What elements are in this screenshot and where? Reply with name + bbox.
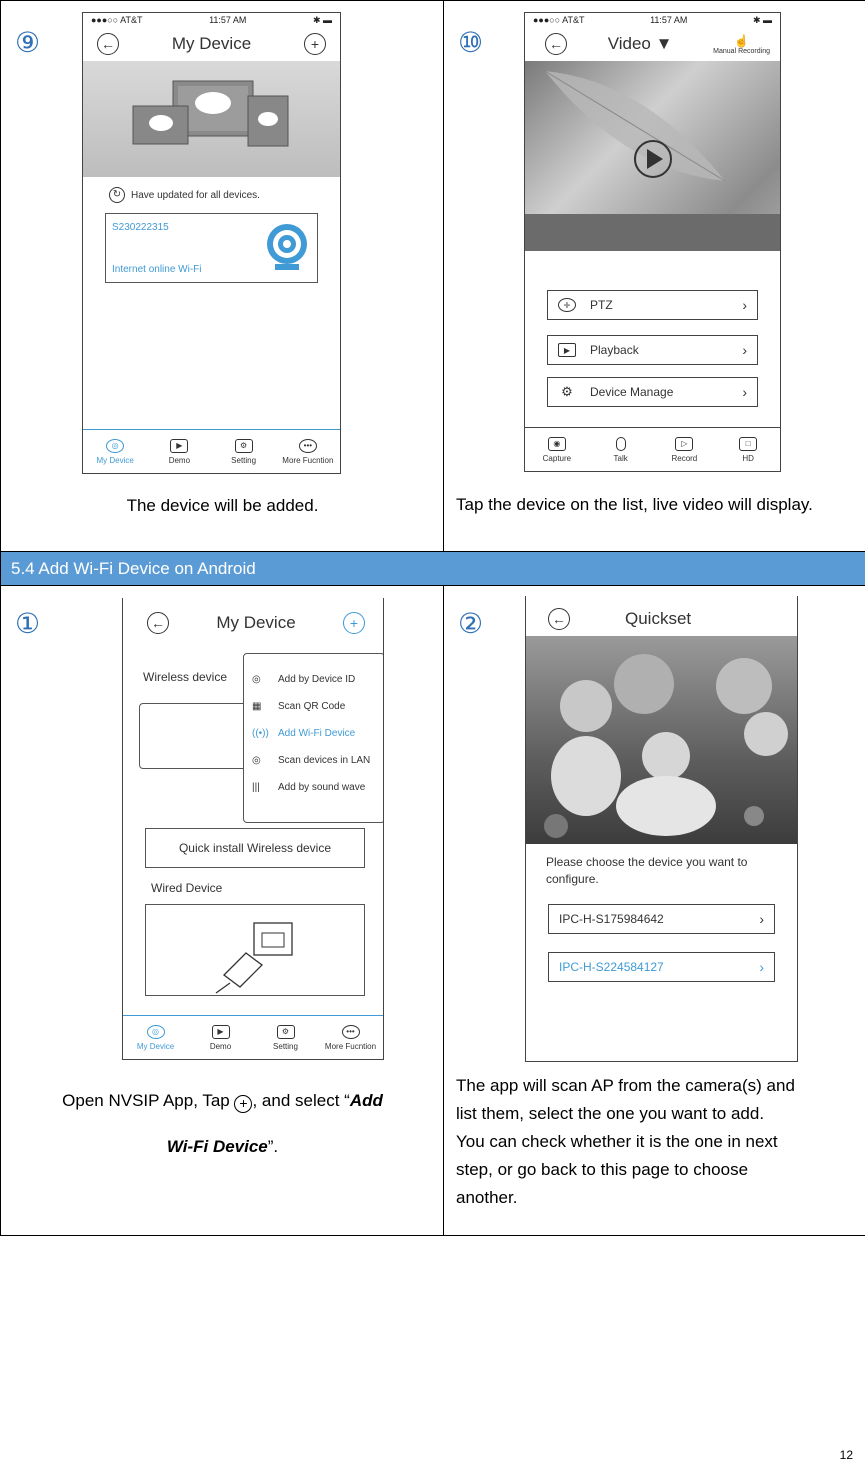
phone-screenshot-quickset bbox=[525, 596, 798, 1062]
choose-prompt: Please choose the device you want to configure. bbox=[546, 855, 748, 886]
video-camera-icon: ▷ bbox=[675, 437, 693, 451]
screen-title: My Device bbox=[171, 34, 252, 53]
status-bar: ●●●○○ AT&T 11:57 AM ✱ ▬ bbox=[533, 15, 772, 25]
refresh-icon: ↻ bbox=[109, 187, 125, 203]
dropdown-item-add-wifi[interactable]: ((•)) Add Wi-Fi Device bbox=[252, 728, 356, 739]
screen-title: Quickset bbox=[625, 609, 692, 628]
devices-cloud-illustration bbox=[83, 61, 341, 177]
wireless-device-box bbox=[139, 703, 249, 769]
manual-recording-button[interactable]: ☝ Manual Recording bbox=[713, 33, 770, 55]
update-notice: ↻ Have updated for all devices. bbox=[83, 177, 340, 203]
step-number: ⑨ bbox=[15, 26, 41, 59]
tab-bar bbox=[83, 429, 340, 473]
title-bar bbox=[123, 606, 383, 640]
device-id: S230222315 bbox=[112, 222, 169, 233]
chevron-right-icon: › bbox=[742, 342, 747, 358]
tab-more[interactable]: ••• More Fucntion bbox=[278, 439, 338, 465]
device-card[interactable] bbox=[105, 213, 318, 283]
step-2-cell bbox=[444, 586, 865, 1236]
step-9-cell bbox=[1, 1, 444, 552]
quick-install-button[interactable]: Quick install Wireless device bbox=[145, 828, 365, 868]
tab-demo[interactable]: ▶ Demo bbox=[149, 439, 209, 465]
tab-setting[interactable]: ⚙ Setting bbox=[256, 1025, 316, 1051]
camera-icon: ◉ bbox=[548, 437, 566, 451]
sound-wave-icon: ||| bbox=[252, 782, 260, 793]
wired-device-box bbox=[145, 904, 365, 996]
add-icon[interactable]: + bbox=[304, 33, 326, 55]
back-icon[interactable]: ← bbox=[147, 612, 169, 634]
add-dropdown-menu bbox=[243, 653, 384, 823]
phone-screenshot-add-menu bbox=[122, 598, 384, 1060]
chevron-right-icon: › bbox=[759, 911, 764, 927]
gear-tab-icon: ⚙ bbox=[277, 1025, 295, 1039]
title-bar bbox=[526, 602, 797, 636]
target-icon: ◎ bbox=[252, 674, 261, 685]
step-10-cell bbox=[444, 1, 865, 552]
menu-ptz[interactable]: ✛ PTZ › bbox=[547, 290, 758, 320]
hd-button[interactable]: □ HD bbox=[718, 437, 778, 463]
step-number: ⑩ bbox=[458, 26, 484, 59]
step-number: ① bbox=[15, 607, 41, 640]
hero-banner bbox=[83, 61, 340, 177]
battery-icon: ✱ ▬ bbox=[752, 15, 772, 25]
hd-icon: □ bbox=[739, 437, 757, 451]
screen-title[interactable]: Video ▼ bbox=[607, 34, 673, 53]
step-1-cell bbox=[1, 586, 444, 1236]
leaf-video-frame bbox=[525, 61, 780, 251]
menu-device-manage[interactable]: ⚙ Device Manage › bbox=[547, 377, 758, 407]
microphone-icon bbox=[616, 437, 626, 451]
step-caption: Tap the device on the list, live video will display. bbox=[456, 495, 813, 514]
add-circle-icon: + bbox=[234, 1095, 252, 1113]
title-bar bbox=[525, 27, 780, 61]
dropdown-item-scan-lan[interactable]: ◎ Scan devices in LAN bbox=[252, 755, 371, 766]
battery-icon: ✱ ▬ bbox=[312, 15, 332, 25]
more-tab-icon: ••• bbox=[342, 1025, 360, 1039]
talk-button[interactable]: Talk bbox=[591, 437, 651, 463]
capture-button[interactable]: ◉ Capture bbox=[527, 437, 587, 463]
family-with-babies-image bbox=[526, 636, 797, 844]
gear-tab-icon: ⚙ bbox=[235, 439, 253, 453]
device-status: Internet online Wi-Fi bbox=[112, 264, 202, 275]
family-photo bbox=[526, 636, 797, 844]
scan-icon: ◎ bbox=[252, 755, 261, 766]
chevron-right-icon: › bbox=[759, 959, 764, 975]
camera-icon bbox=[265, 222, 309, 272]
phone-screenshot-my-device bbox=[82, 12, 341, 474]
device-option-1[interactable]: IPC-H-S175984642 › bbox=[548, 904, 775, 934]
tab-demo[interactable]: ▶ Demo bbox=[191, 1025, 251, 1051]
camera-tab-icon: ◎ bbox=[106, 439, 124, 453]
dropdown-item-add-by-id[interactable]: ◎ Add by Device ID bbox=[252, 674, 356, 685]
device-option-2[interactable]: IPC-H-S224584127 › bbox=[548, 952, 775, 982]
dropdown-item-scan-qr[interactable]: ▦ Scan QR Code bbox=[252, 701, 346, 712]
hand-pointer-icon: ☝ bbox=[734, 33, 750, 48]
tab-my-device[interactable]: ◎ My Device bbox=[126, 1025, 186, 1051]
menu-playback[interactable]: ▶ Playback › bbox=[547, 335, 758, 365]
wireless-label: Wireless device bbox=[143, 670, 228, 684]
page-number: 12 bbox=[839, 1448, 853, 1462]
record-button[interactable]: ▷ Record bbox=[654, 437, 714, 463]
wifi-icon: ((•)) bbox=[252, 728, 269, 739]
step-caption: The app will scan AP from the camera(s) and list them, select the one you want to add. You can check whether it is the one in next step, or go back to this page to choose another. bbox=[456, 1076, 795, 1207]
wired-label: Wired Device bbox=[151, 881, 223, 895]
title-bar bbox=[83, 27, 340, 61]
status-bar: ●●●○○ AT&T 11:57 AM ✱ ▬ bbox=[91, 15, 332, 25]
add-icon[interactable]: + bbox=[343, 612, 365, 634]
chevron-right-icon: › bbox=[742, 384, 747, 400]
camera-tab-icon: ◎ bbox=[147, 1025, 165, 1039]
more-tab-icon: ••• bbox=[299, 439, 317, 453]
video-player[interactable] bbox=[525, 61, 780, 251]
step-number: ② bbox=[458, 607, 484, 640]
qr-code-icon: ▦ bbox=[252, 701, 262, 712]
back-icon[interactable]: ← bbox=[545, 33, 567, 55]
ptz-icon: ✛ bbox=[558, 298, 576, 312]
gear-icon: ⚙ bbox=[561, 384, 573, 399]
control-bar bbox=[525, 427, 780, 471]
dropdown-item-sound-wave[interactable]: ||| Add by sound wave bbox=[252, 782, 366, 793]
back-icon[interactable]: ← bbox=[97, 33, 119, 55]
play-tab-icon: ▶ bbox=[212, 1025, 230, 1039]
ethernet-plug-icon bbox=[146, 905, 366, 997]
step-caption: The device will be added. bbox=[126, 496, 319, 515]
section-header: 5.4 Add Wi-Fi Device on Android bbox=[1, 552, 865, 586]
tab-setting[interactable]: ⚙ Setting bbox=[214, 439, 274, 465]
screen-title: My Device bbox=[216, 613, 296, 632]
phone-screenshot-video bbox=[524, 12, 781, 472]
play-tab-icon: ▶ bbox=[170, 439, 188, 453]
tab-my-device[interactable]: ◎ My Device bbox=[85, 439, 145, 465]
chevron-right-icon: › bbox=[742, 297, 747, 313]
back-icon[interactable]: ← bbox=[548, 608, 570, 630]
playback-icon: ▶ bbox=[558, 343, 576, 357]
tab-more[interactable]: ••• More Fucntion bbox=[321, 1025, 381, 1051]
step-caption: Open NVSIP App, Tap + , and select “Add Wi-Fi Device”. bbox=[62, 1091, 383, 1156]
tab-bar bbox=[123, 1015, 383, 1059]
